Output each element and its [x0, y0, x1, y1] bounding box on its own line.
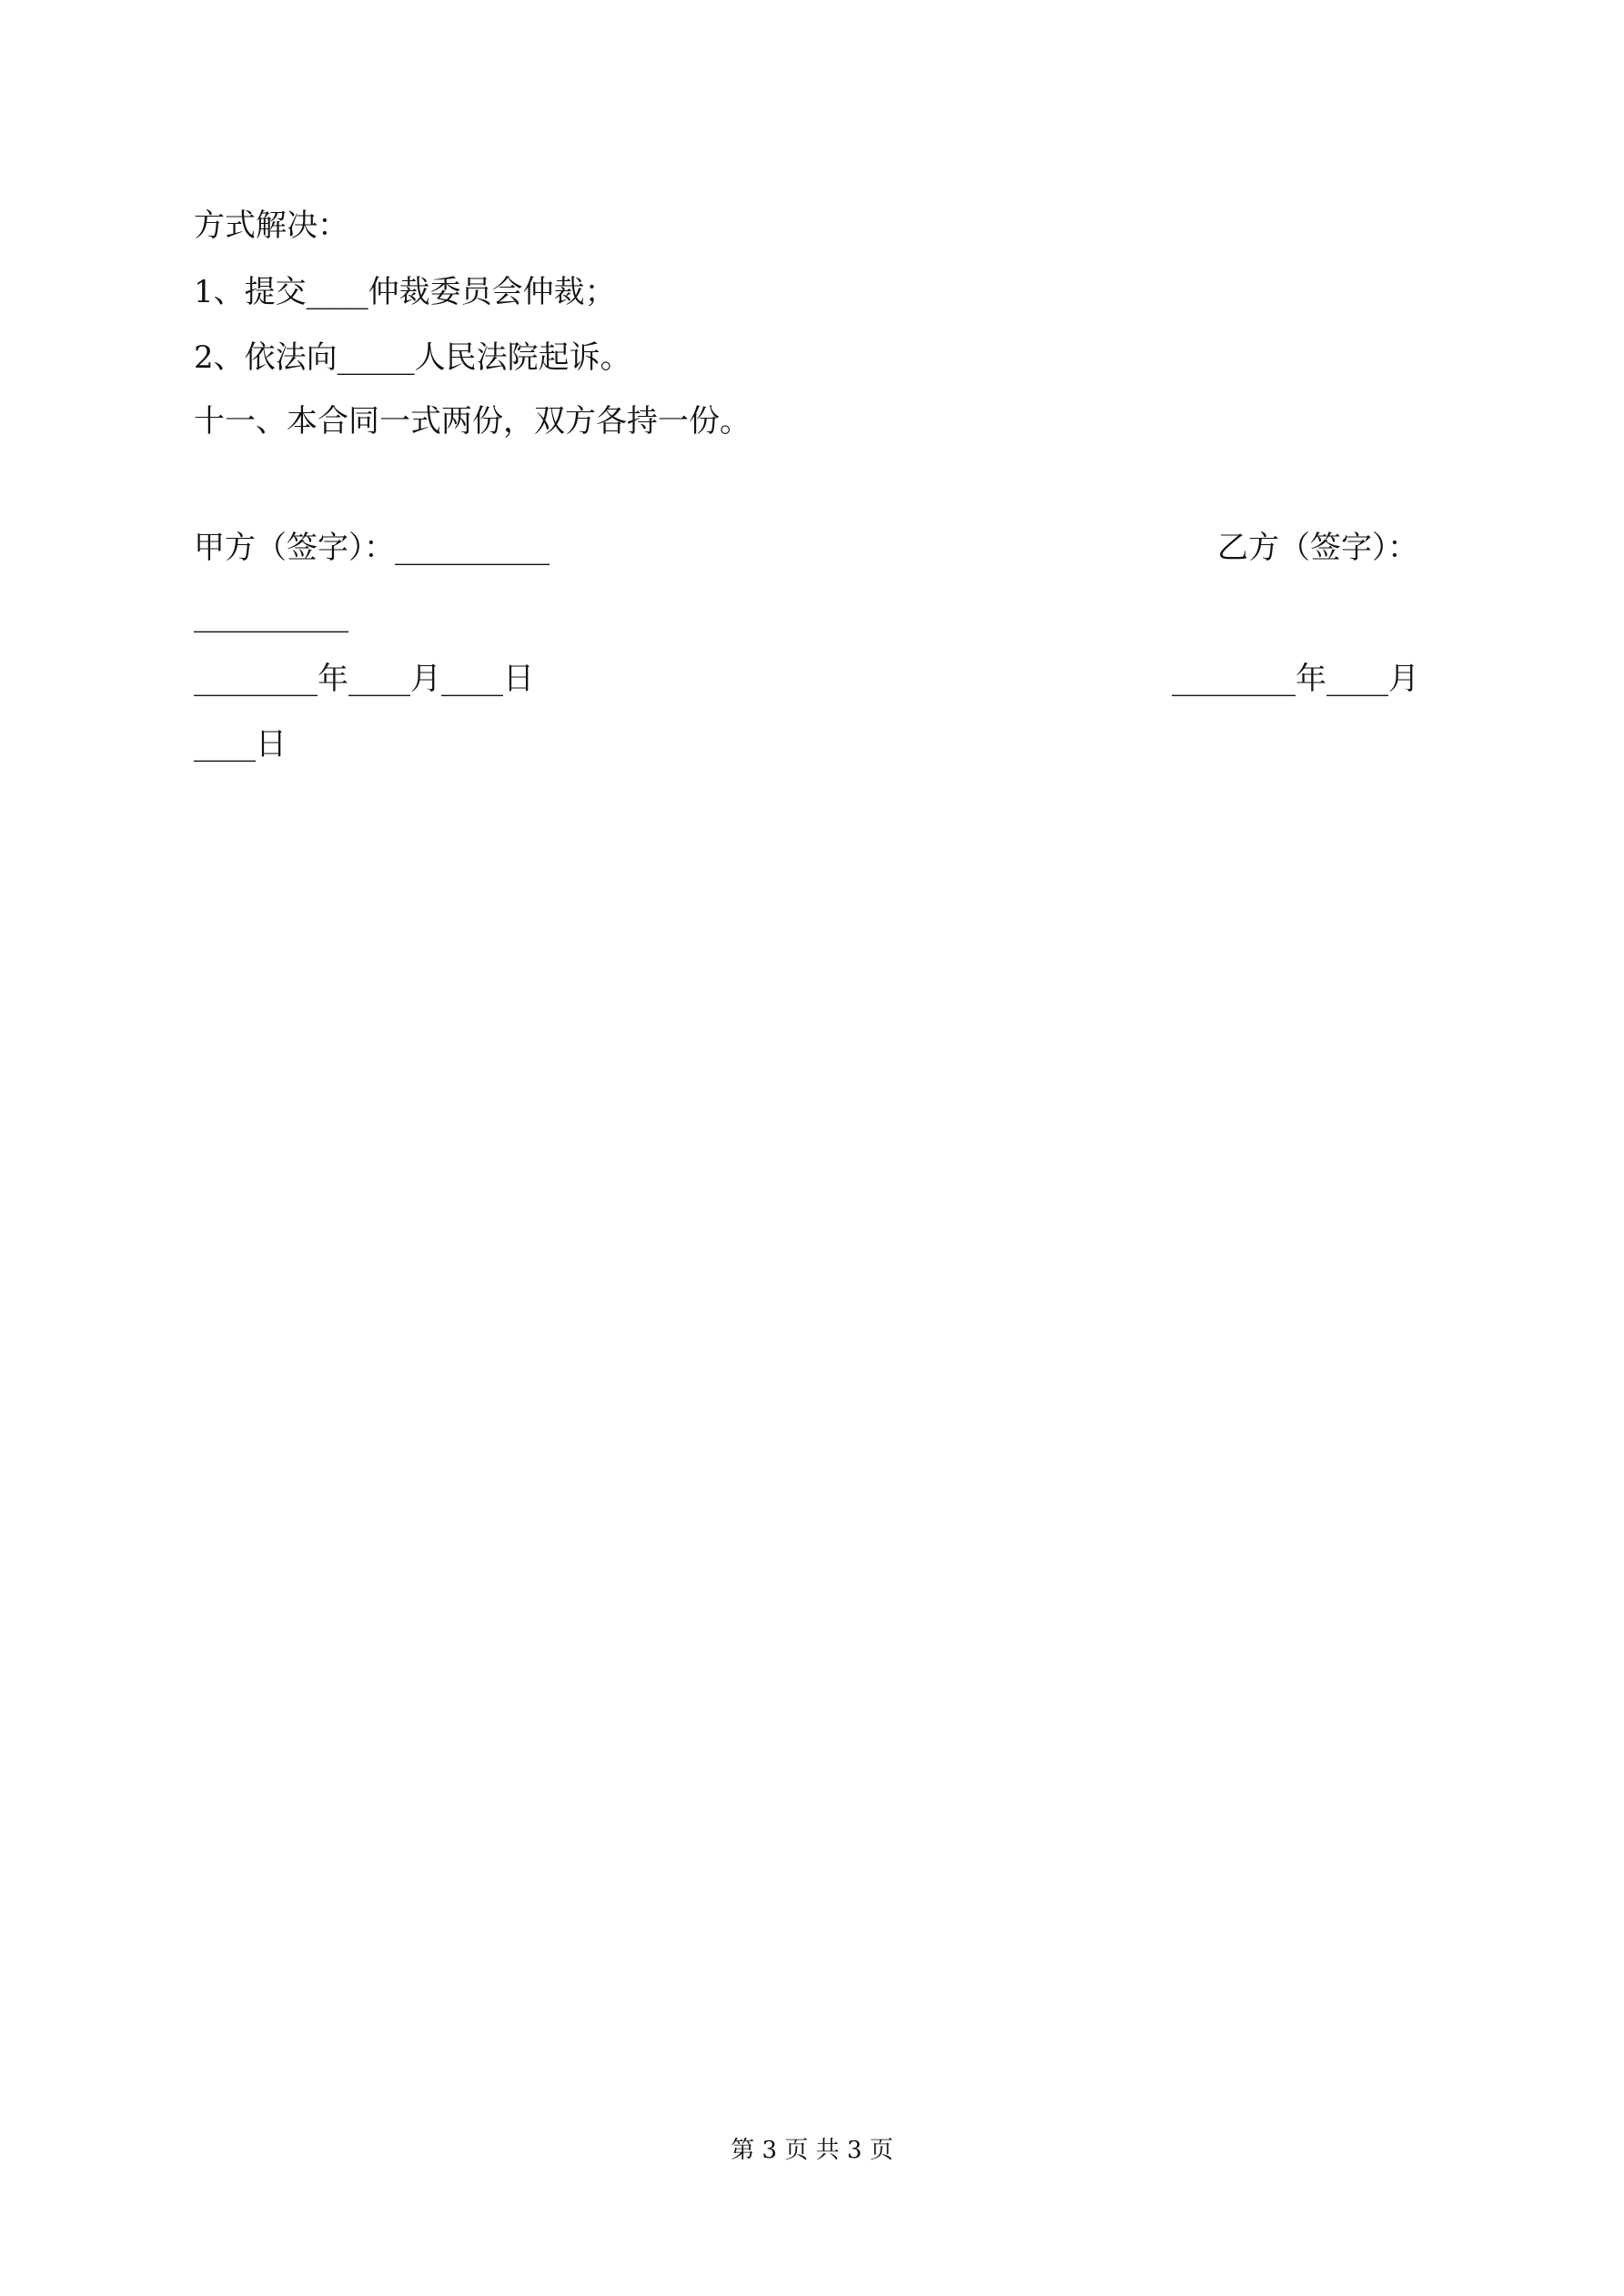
clause-eleven: 十一、本合同一式两份，双方各持一份。 [194, 403, 751, 440]
list-item-court: 2、依法向_____人民法院起诉。 [194, 339, 631, 376]
party-b-date-line1: ________年____月 [1172, 661, 1419, 697]
party-b-signature-label: 乙方（签字）： [1217, 530, 1418, 566]
list-item-arbitration: 1、提交____仲裁委员会仲裁； [194, 274, 616, 310]
paragraph-method-resolution: 方式解决： [194, 207, 348, 244]
party-b-date-line2: ____日 [194, 726, 287, 763]
party-a-date: ________年____月____日 [194, 661, 534, 697]
party-b-signature-blank: __________ [194, 597, 348, 633]
party-a-signature-label: 甲方（签字）：__________ [194, 530, 550, 566]
page-footer: 第 3 页 共 3 页 [731, 2137, 893, 2164]
